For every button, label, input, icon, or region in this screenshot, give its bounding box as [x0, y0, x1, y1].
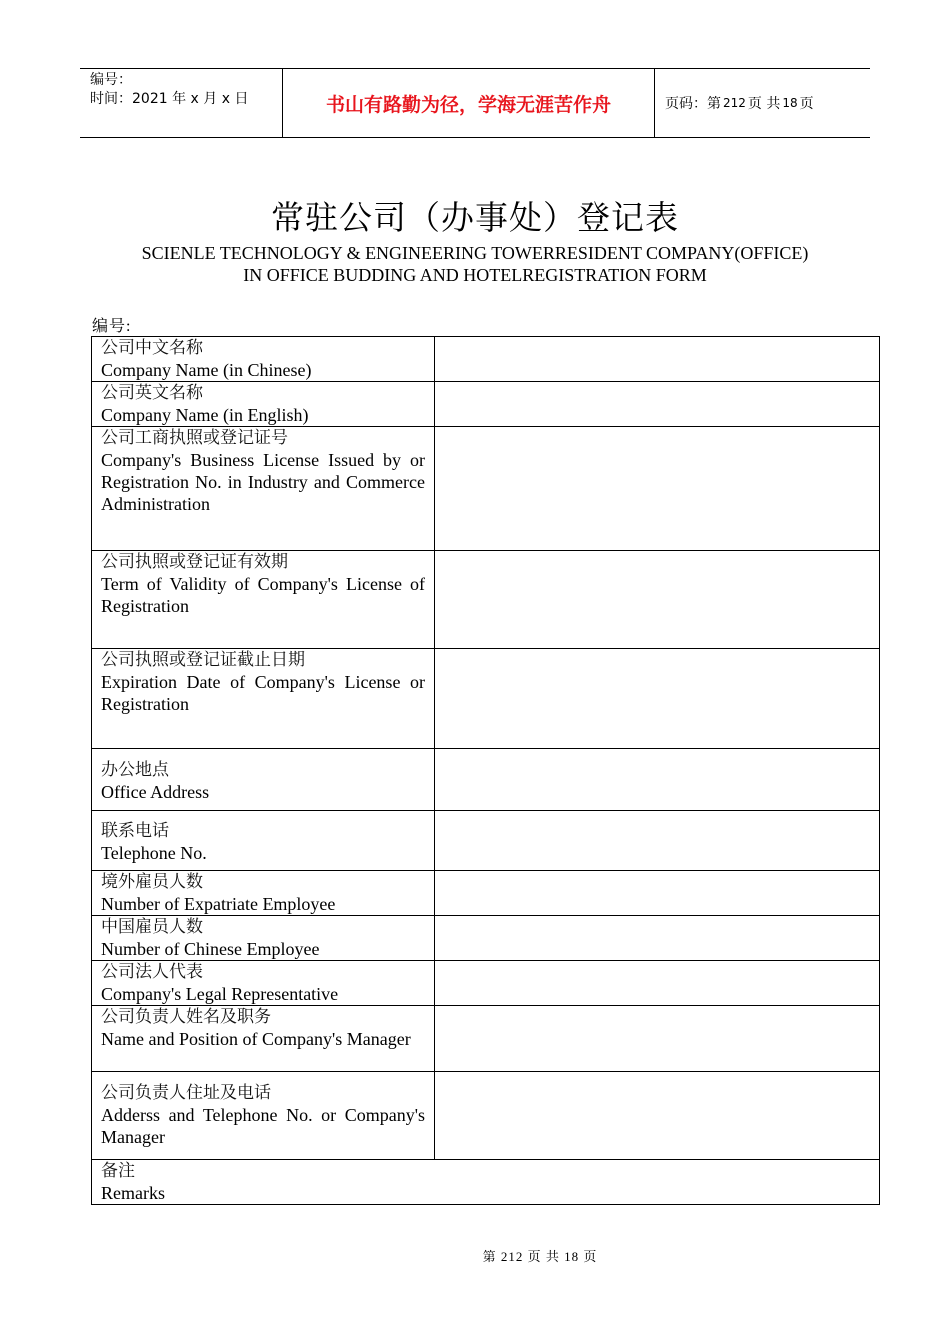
footer-suffix: 页 [583, 1249, 598, 1264]
table-row [92, 382, 880, 427]
registration-table [91, 336, 880, 1205]
field-label [92, 1006, 435, 1072]
table-row [92, 1006, 880, 1072]
form-subtitle [0, 242, 950, 286]
header-page-current: 212 [723, 96, 746, 110]
field-value[interactable] [435, 961, 880, 1006]
field-label-zh: 公司法人代表 [101, 962, 203, 982]
table-row [92, 961, 880, 1006]
field-label-en: Adderss and Telephone No. or Company's Manager [101, 1105, 425, 1147]
field-label-zh: 公司执照或登记证有效期 [101, 552, 288, 572]
field-label [92, 916, 435, 961]
field-label-zh: 公司英文名称 [101, 383, 203, 403]
field-label-zh: 境外雇员人数 [101, 872, 203, 892]
field-label-zh: 公司中文名称 [101, 338, 203, 358]
field-value[interactable] [435, 1072, 880, 1160]
form-title: 常驻公司（办事处）登记表 [271, 198, 679, 237]
field-label [92, 337, 435, 382]
field-value[interactable] [435, 749, 880, 811]
form-subtitle-line2: IN OFFICE BUDDING AND HOTELREGISTRATION FORM [243, 265, 707, 285]
field-label [92, 871, 435, 916]
header-serial-label: 编号： [90, 72, 132, 88]
field-value[interactable] [435, 811, 880, 871]
table-row [92, 649, 880, 749]
header-page-total: 18 [782, 96, 798, 110]
field-label-en: Company's Business License Issued by or Registration No. in Industry and Commerce Administration [101, 450, 425, 514]
field-label-zh: 备注 [101, 1161, 135, 1181]
field-label-en: Name and Position of Company's Manager [101, 1029, 411, 1049]
remarks-cell[interactable] [92, 1160, 880, 1205]
table-row [92, 1072, 880, 1160]
field-label [92, 382, 435, 427]
table-row [92, 551, 880, 649]
page-footer [0, 1246, 950, 1265]
field-label-en: Company Name (in Chinese) [101, 360, 312, 380]
header-meta [80, 69, 282, 137]
field-label-zh: 联系电话 [101, 821, 169, 841]
field-value[interactable] [435, 382, 880, 427]
header-page-mid: 页 共 [747, 96, 781, 112]
field-label [92, 551, 435, 649]
field-label [92, 749, 435, 811]
form-serial-label: 编号: [92, 318, 132, 335]
field-label-zh: 公司负责人住址及电话 [101, 1083, 271, 1103]
field-value[interactable] [435, 337, 880, 382]
field-label [92, 961, 435, 1006]
table-row [92, 427, 880, 551]
table-row [92, 871, 880, 916]
field-label-en: Term of Validity of Company's License of Registration [101, 574, 425, 616]
field-label-en: Telephone No. [101, 843, 207, 863]
field-value[interactable] [435, 916, 880, 961]
field-value[interactable] [435, 871, 880, 916]
header-page-prefix: 页码：第 [665, 96, 721, 112]
footer-current: 212 [500, 1249, 524, 1264]
field-value[interactable] [435, 551, 880, 649]
footer-total: 18 [564, 1249, 580, 1264]
form-subtitle-line1: SCIENLE TECHNOLOGY & ENGINEERING TOWERRESIDENT COMPANY(OFFICE) [141, 243, 809, 263]
field-value[interactable] [435, 649, 880, 749]
header-motto: 书山有路勤为径，学海无涯苦作舟 [282, 69, 655, 137]
table-row [92, 749, 880, 811]
field-label-en: Number of Chinese Employee [101, 939, 320, 959]
field-label-zh: 中国雇员人数 [101, 917, 203, 937]
field-label [92, 1072, 435, 1160]
table-row [92, 811, 880, 871]
field-label [92, 649, 435, 749]
header-page-suffix: 页 [799, 96, 814, 112]
field-label [92, 811, 435, 871]
header-time-label: 时间：2021 年 x 月 x 日 [90, 91, 249, 107]
table-row [92, 337, 880, 382]
field-label-zh: 公司执照或登记证截止日期 [101, 650, 305, 670]
field-label-en: Office Address [101, 782, 210, 802]
page-header [80, 68, 870, 138]
field-label-zh: 公司工商执照或登记证号 [101, 428, 288, 448]
field-label-en: Company Name (in English) [101, 405, 309, 425]
field-label-en: Expiration Date of Company's License or Registration [101, 672, 425, 714]
table-row [92, 1160, 880, 1205]
field-value[interactable] [435, 1006, 880, 1072]
field-value[interactable] [435, 427, 880, 551]
field-label-en: Remarks [101, 1183, 165, 1203]
field-label-zh: 公司负责人姓名及职务 [101, 1007, 271, 1027]
table-row [92, 916, 880, 961]
field-label-zh: 办公地点 [101, 760, 169, 780]
footer-mid: 页 共 [527, 1249, 560, 1264]
header-page-info [655, 69, 870, 137]
field-label-en: Company's Legal Representative [101, 984, 339, 1004]
field-label-en: Number of Expatriate Employee [101, 894, 336, 914]
field-label [92, 427, 435, 551]
footer-prefix: 第 [482, 1249, 497, 1264]
